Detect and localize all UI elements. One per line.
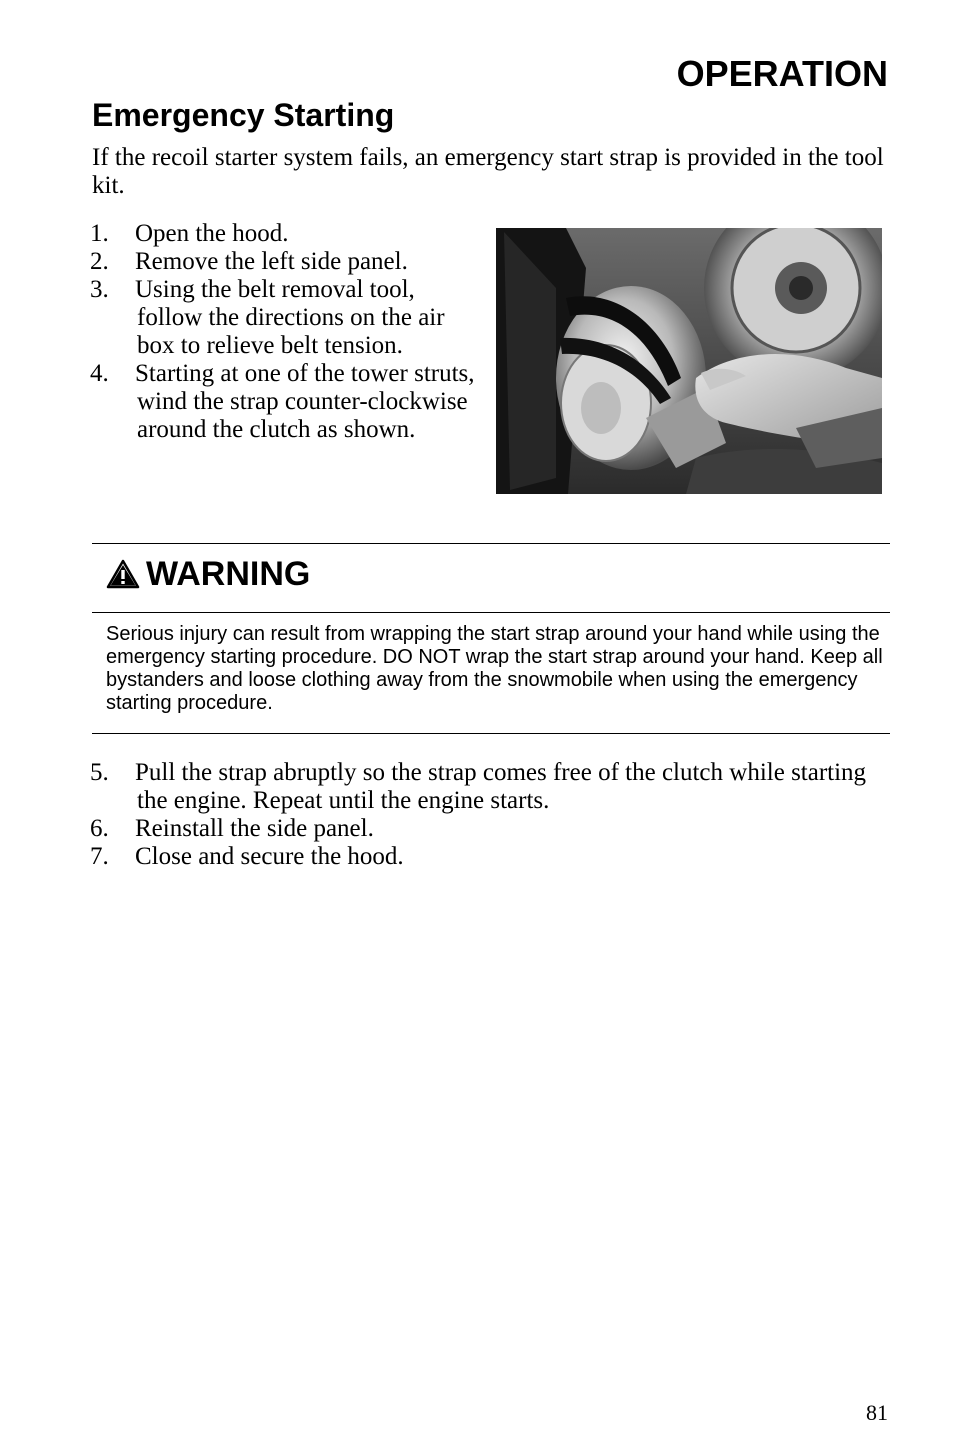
list-item <box>90 220 480 248</box>
step-text: Pull the strap abruptly so the strap comes free of the clutch while starting the engine. Repeat until the engine starts. <box>135 759 867 814</box>
warning-triangle-icon <box>106 559 140 589</box>
step-text: Using the belt removal tool, follow the directions on the air box to relieve belt tension. <box>135 276 445 359</box>
clutch-strap-photo <box>496 228 882 494</box>
list-item <box>90 815 890 843</box>
step-number: 2. <box>90 248 109 275</box>
warning-bottom-rule <box>92 733 890 734</box>
warning-mid-rule <box>92 612 890 613</box>
steps-list-part2 <box>90 759 890 871</box>
page-title: Emergency Starting <box>92 97 395 133</box>
list-item <box>90 759 890 815</box>
step-number: 3. <box>90 276 109 303</box>
step-text: Close and secure the hood. <box>135 843 404 870</box>
warning-top-rule <box>92 543 890 544</box>
warning-heading <box>106 553 310 595</box>
list-item <box>90 843 890 871</box>
warning-text: Serious injury can result from wrapping the start strap around your hand while using the emergency starting procedure. DO NOT wrap the start strap around your hand. Keep all bystanders and loose clothing away from the snowmobile when using the emergency starting procedure. <box>106 623 883 714</box>
step-text: Reinstall the side panel. <box>135 815 374 842</box>
step-number: 1. <box>90 220 109 247</box>
step-text: Open the hood. <box>135 220 289 247</box>
step-text: Remove the left side panel. <box>135 248 408 275</box>
list-item <box>90 248 480 276</box>
step-number: 7. <box>90 843 109 870</box>
page-number: 81 <box>866 1400 888 1425</box>
warning-label: WARNING <box>146 555 311 593</box>
step-text: Starting at one of the tower struts, wind the strap counter-clockwise around the clutch as shown. <box>135 360 475 443</box>
section-header: OPERATION <box>676 53 888 94</box>
list-item <box>90 276 480 360</box>
steps-list-part1 <box>90 220 480 444</box>
step-number: 6. <box>90 815 109 842</box>
list-item <box>90 360 480 444</box>
intro-paragraph: If the recoil starter system fails, an emergency start strap is provided in the tool kit. <box>92 144 884 199</box>
step-number: 4. <box>90 360 109 387</box>
step-number: 5. <box>90 759 109 786</box>
